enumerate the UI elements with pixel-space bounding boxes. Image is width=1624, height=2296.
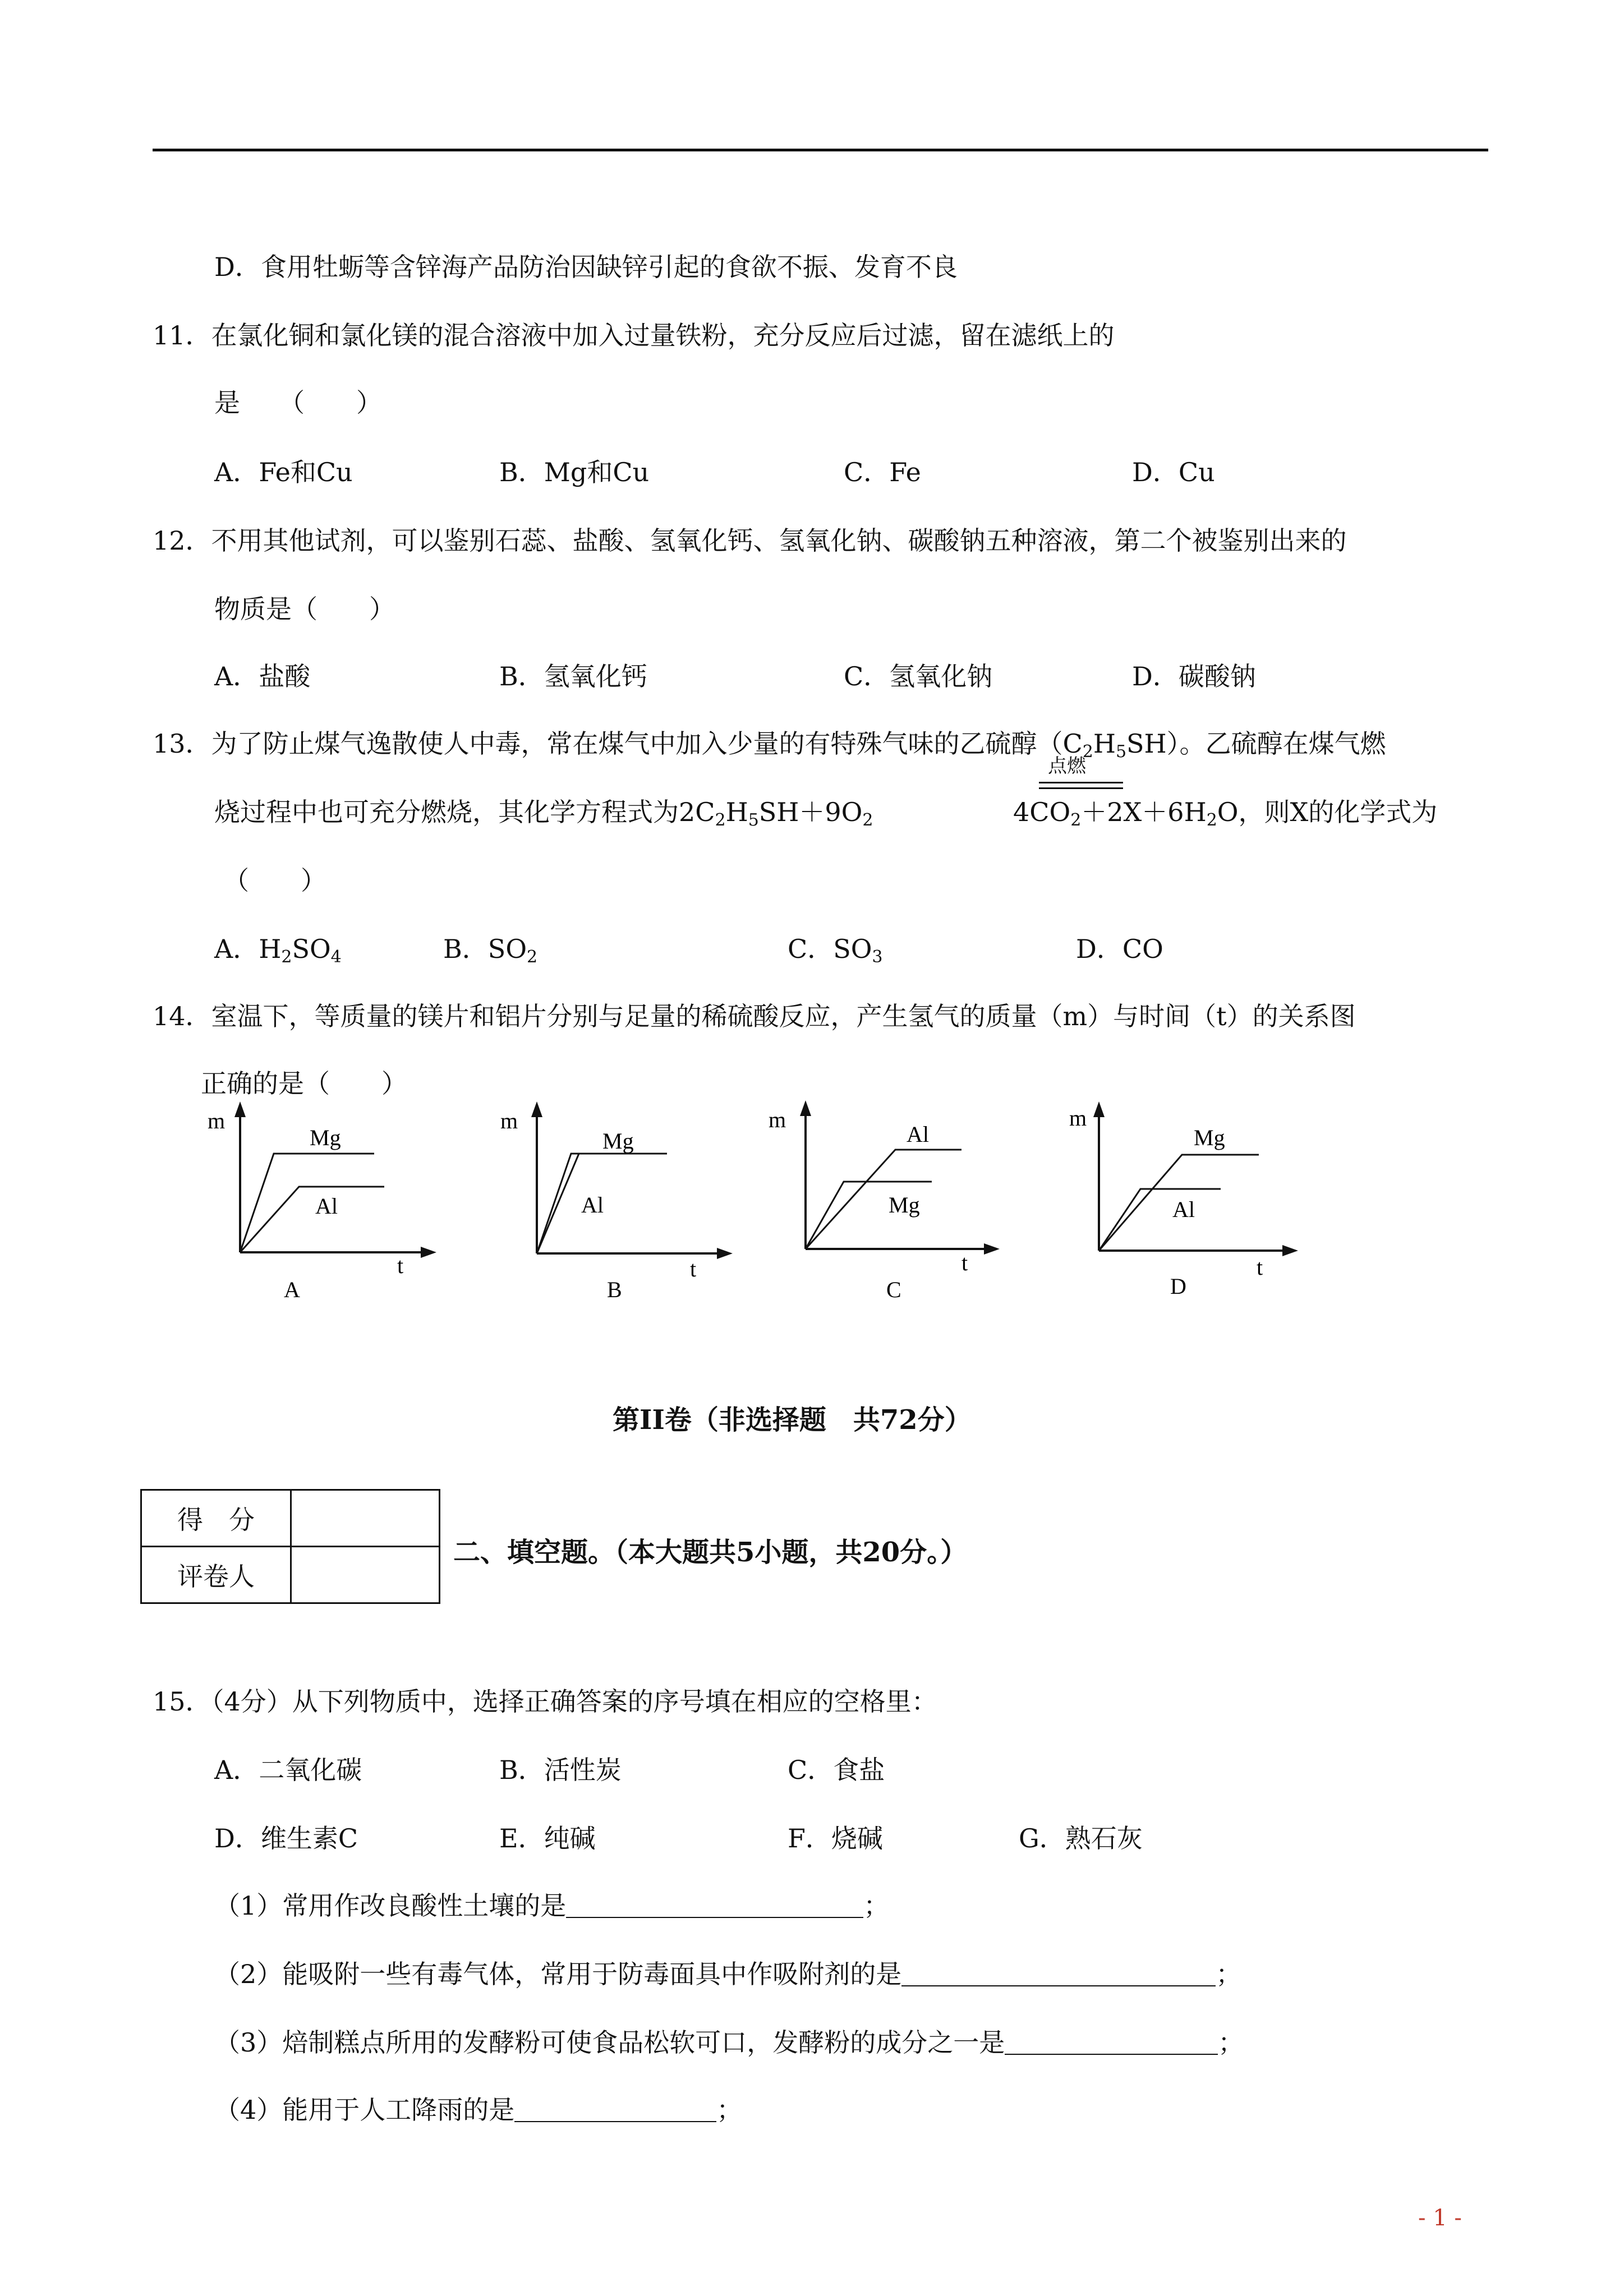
q15-item-1: （1）常用作改良酸性土壤的是 ； [214,1891,890,1921]
q15-option-b: B．活性炭 [499,1755,622,1785]
q13-equals-line-top [1039,782,1123,783]
graph-a-x-arrow [421,1247,436,1258]
q13-condition: 点燃 [1048,755,1086,777]
q13-equals-line-bottom [1039,787,1123,789]
q11-option-a: A．Fe和Cu [214,457,353,487]
q15-option-d: D．维生素C [214,1823,358,1854]
q15-option-e: E．纯碱 [499,1823,596,1854]
graph-a-y-label: m [208,1108,226,1133]
graph-b-y-arrow [531,1101,542,1117]
q12-option-a: A．盐酸 [214,661,311,691]
q15-option-g: G．熟石灰 [1019,1823,1143,1854]
q13-bracket: （ ） [223,865,326,896]
q13-stem: 13．为了防止煤气逸散使人中毒，常在煤气中加入少量的有特殊气味的乙硫醇$(C_2H_5SH)$。乙硫醇在煤气燃 [153,729,1386,762]
q15-option-c: C．食盐 [788,1755,885,1785]
graph-d-upper-label: Mg [1194,1125,1225,1150]
q14-stem-cont: 正确的是（ ） [201,1068,407,1099]
graph-a-upper-label: Mg [310,1125,341,1150]
graph-a-x-label: t [397,1253,404,1278]
q10-option-d: D．食用牡蛎等含锌海产品防治因缺锌引起的食欲不振、发育不良 [214,252,958,282]
graph-a-y-arrow [234,1101,246,1117]
grader-label: 评卷人 [141,1547,291,1603]
graph-d-y-label: m [1069,1105,1087,1131]
score-label: 得 分 [141,1490,291,1547]
graph-c-upper-curve [806,1150,961,1249]
graph-d-y-arrow [1093,1101,1105,1117]
graph-a-upper-curve [240,1154,374,1252]
q13-option-b: B．$SO_2$ [443,934,538,967]
graph-b [498,1094,745,1307]
graph-a-letter: A [284,1277,300,1302]
graph-a-lower-label: Al [315,1193,338,1219]
graph-c-x-arrow [984,1243,1000,1255]
answer-blank-2[interactable] [901,1962,1216,1986]
graph-d-lower-label: Al [1172,1197,1195,1222]
q15-option-a: A．二氧化碳 [214,1755,362,1785]
q13-option-d: D．CO [1076,934,1163,964]
q11-stem: 11．在氯化铜和氯化镁的混合溶液中加入过量铁粉，充分反应后过滤，留在滤纸上的 [153,320,1115,351]
graph-b-lower-label: Al [581,1192,604,1218]
graph-c-y-label: m [769,1107,786,1132]
graph-c [767,1088,1014,1307]
q13-equation-left: 烧过程中也可充分燃烧，其化学方程式为$2C_2H_5SH+9O_2$ [214,797,873,830]
graph-c-x-label: t [961,1250,968,1275]
graph-d-letter: D [1170,1274,1186,1299]
q12-option-c: C．氢氧化钠 [844,661,993,691]
graph-a [202,1094,449,1307]
grade-box [140,1489,440,1604]
q12-stem-cont: 物质是（ ） [214,594,395,624]
q12-option-d: D．碳酸钠 [1132,661,1256,691]
grader-cell [291,1547,440,1603]
graph-b-upper-label: Mg [602,1128,634,1154]
graph-b-lower-curve [537,1154,579,1253]
graph-d-x-label: t [1257,1255,1263,1280]
q15-option-f: F．烧碱 [788,1823,883,1854]
q15-item-4: （4）能用于人工降雨的是 ； [214,2095,743,2125]
q11-option-d: D．Cu [1132,457,1215,487]
q15-stem: 15．（4分）从下列物质中，选择正确答案的序号填在相应的空格里： [153,1686,937,1717]
q15-item-2: （2）能吸附一些有毒气体，常用于防毒面具中作吸附剂的是 ； [214,1959,1242,1989]
answer-blank-3[interactable] [1005,2030,1218,2055]
q11-stem-cont: 是 （ ） [214,388,382,418]
q11-option-c: C．Fe [844,457,921,487]
q13-option-a: A．$H_2SO_4$ [214,934,342,967]
graph-d-x-arrow [1282,1245,1298,1256]
graph-b-letter: B [607,1277,622,1302]
q12-option-b: B．氢氧化钙 [499,661,647,691]
q13-option-c: C．$SO_3$ [788,934,883,967]
section2-heading: 二、填空题。（本大题共5小题，共20分。） [453,1537,968,1568]
score-cell [291,1490,440,1547]
q15-item-3: （3）焙制糕点所用的发酵粉可使食品松软可口，发酵粉的成分之一是 ； [214,2027,1244,2058]
graph-c-letter: C [886,1277,901,1302]
graph-b-x-label: t [690,1256,697,1281]
answer-blank-4[interactable] [514,2097,716,2122]
graph-c-upper-label: Al [907,1122,929,1147]
graph-a-lower-curve [240,1187,384,1252]
graph-b-x-arrow [717,1248,733,1259]
graph-c-y-arrow [800,1100,811,1116]
header-rule [153,149,1488,151]
graph-c-lower-label: Mg [889,1192,920,1218]
q13-equation-right: $4CO_2+2X+6H_2O$，则X的化学式为 [1013,797,1438,830]
part2-title: 第II卷（非选择题 共72分） [613,1404,972,1436]
answer-blank-1[interactable] [566,1893,863,1918]
graph-d-lower-curve [1099,1189,1221,1251]
q14-stem: 14．室温下，等质量的镁片和铝片分别与足量的稀硫酸反应，产生氢气的质量（m）与时间（t）的关系图 [153,1001,1356,1031]
graph-d [1064,1094,1310,1307]
q11-option-b: B．Mg和Cu [499,457,650,487]
page-number: - 1 - [1418,2205,1462,2231]
q12-stem: 12．不用其他试剂，可以鉴别石蕊、盐酸、氢氧化钙、氢氧化钠、碳酸钠五种溶液，第二个被鉴别出来的 [153,525,1347,556]
graph-b-y-label: m [500,1108,518,1133]
